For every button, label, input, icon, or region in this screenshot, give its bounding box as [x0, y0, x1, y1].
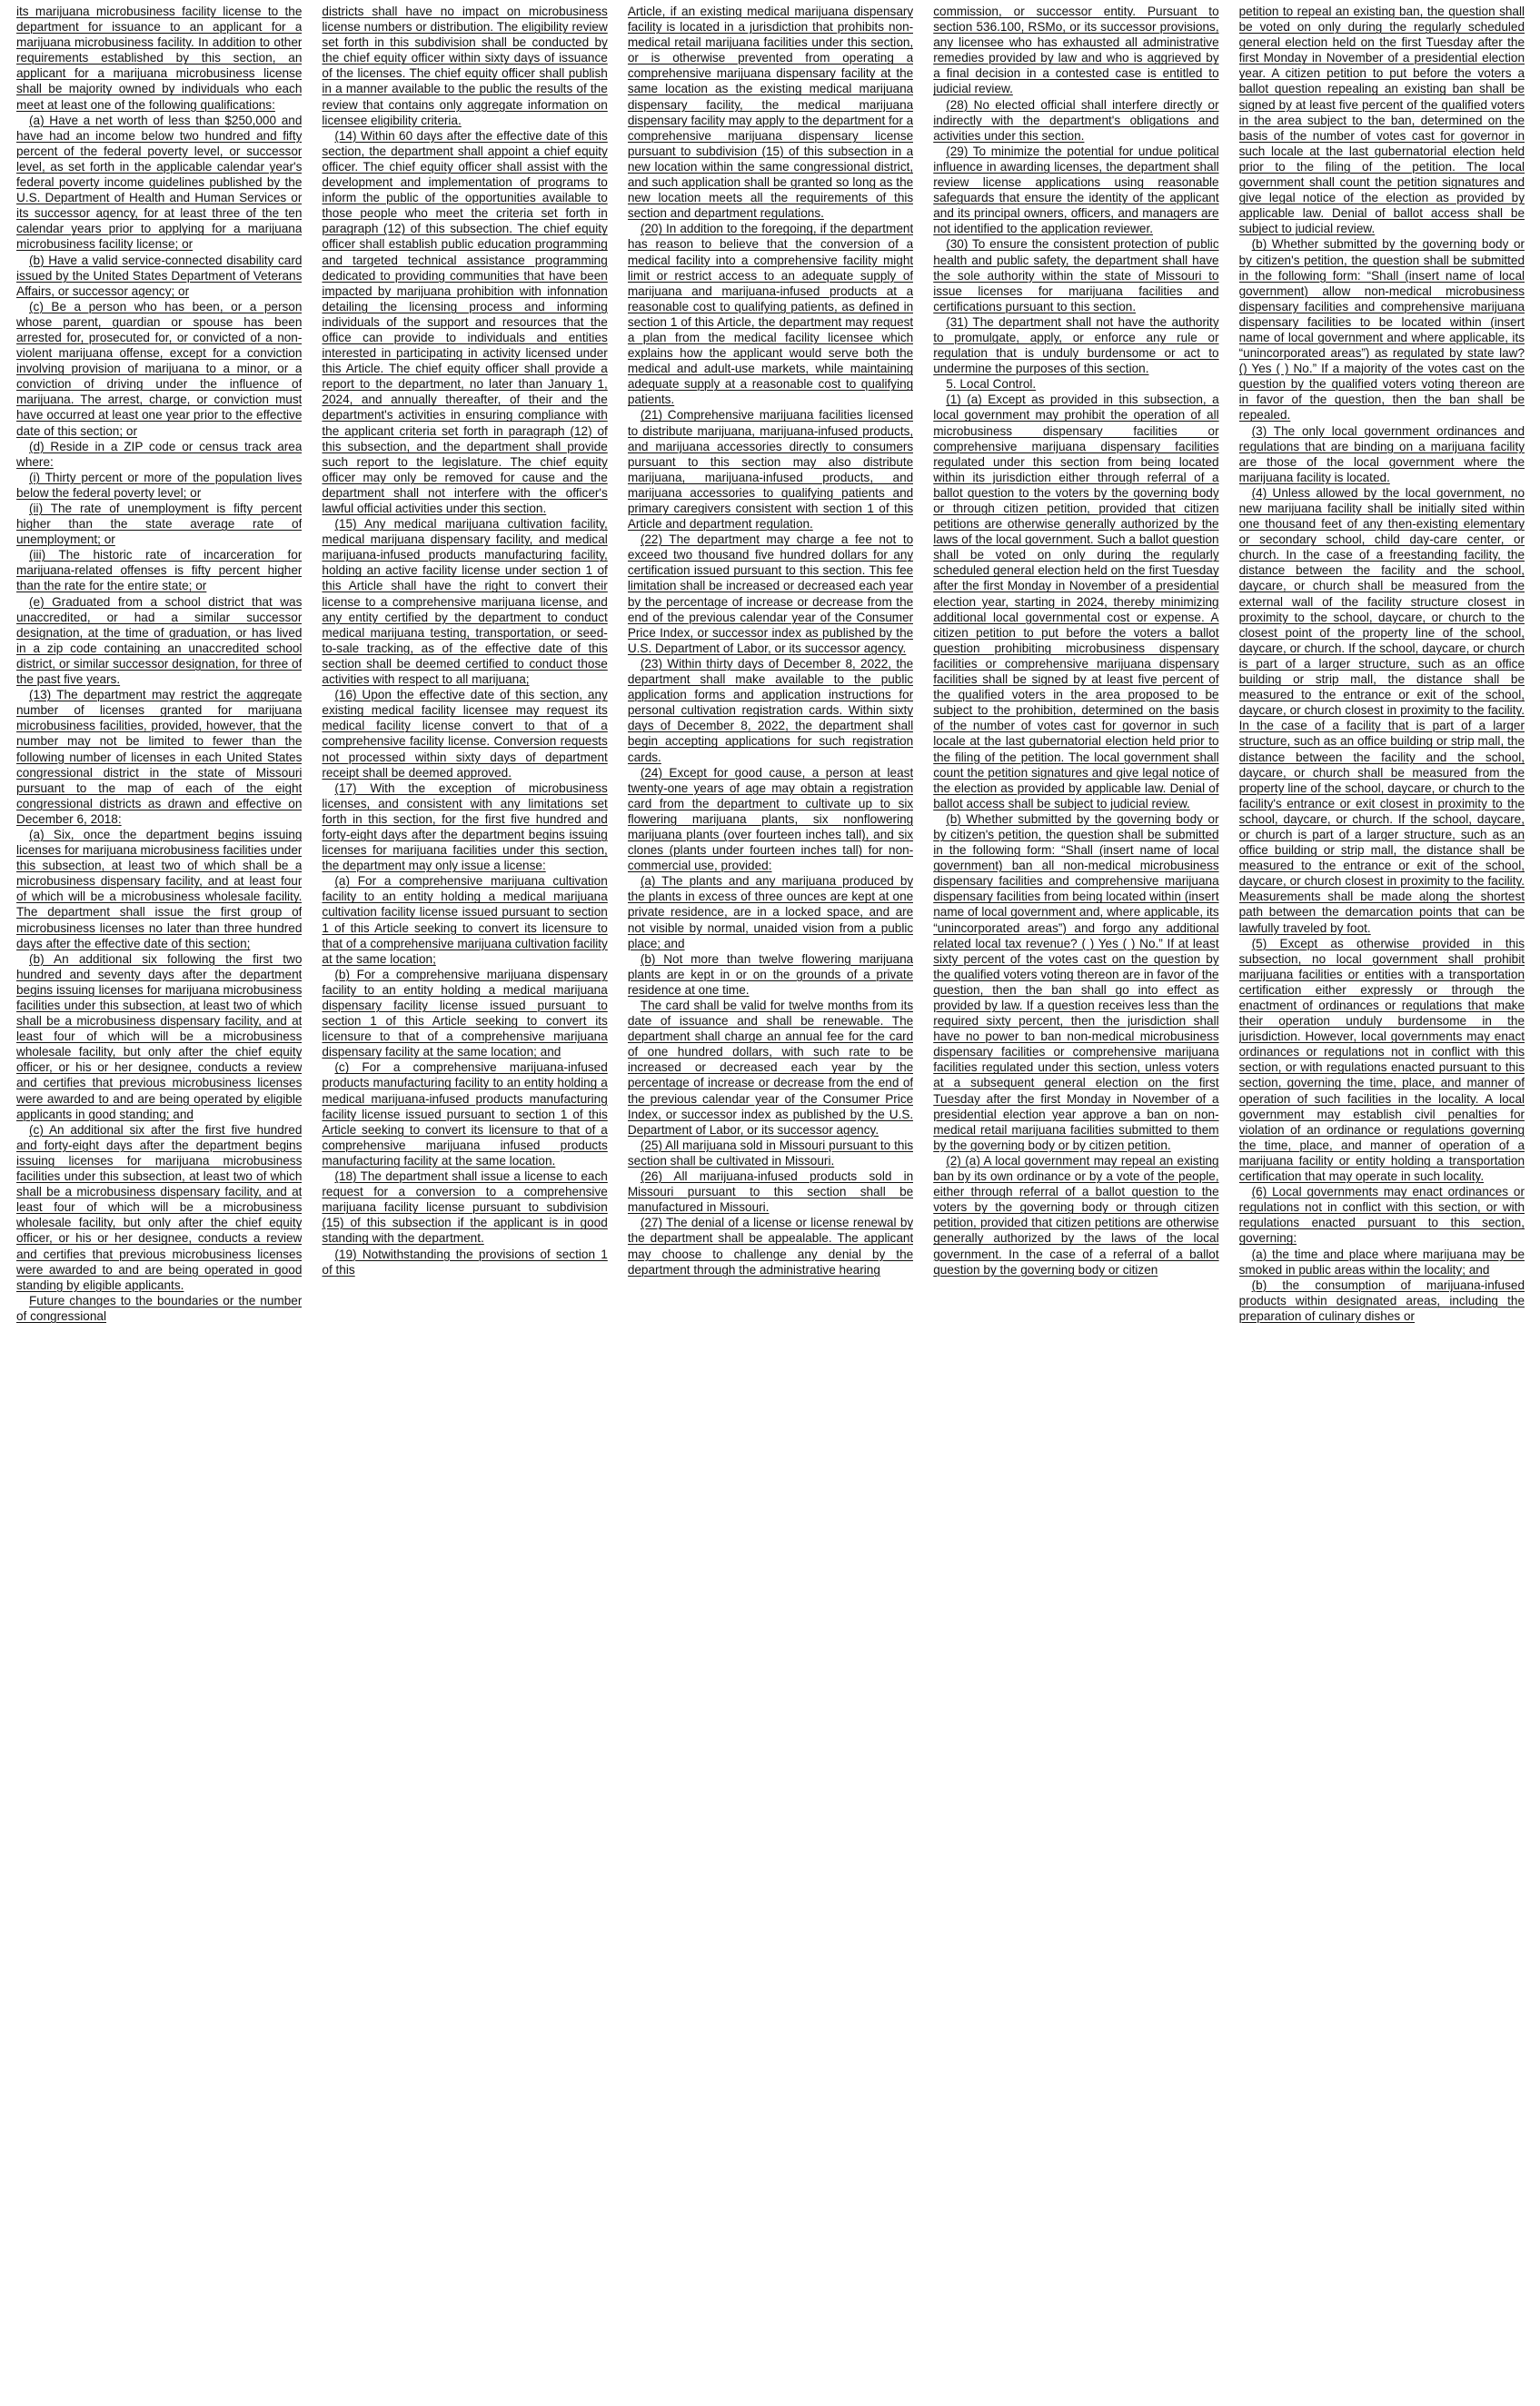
paragraph: (b) Not more than twelve flowering marijuana plants are kept in or on the grounds of a private residence at one time.	[627, 951, 914, 997]
paragraph: (b) Have a valid service-connected disability card issued by the United States Department of Veterans Affairs, or successor agency; or	[16, 253, 303, 298]
document-page	[16, 4, 1525, 2402]
paragraph: (b) Whether submitted by the governing body or by citizen's petition, the question shall be submitted in the following form: “Shall (insert name of local government) ban all non-medical microbusiness dispensary facilities and comprehensive marijuana dispensary facilities from being located within (insert name of local government and, where applicable, its “unincorporated areas”) and forgo any additional related local tax revenue? ( ) Yes ( ) No.” If at least sixty percent of the votes cast on the question by the qualified voters voting thereon are in favor of the question, then the ban shall go into effect as provided by law. If a question receives less than the required sixty percent, then the jurisdiction shall have no power to ban non-medical microbusiness dispensary facilities or comprehensive marijuana facilities regulated under this section, unless voters at a subsequent general election on the first Tuesday after the first Monday in November of a presidential election year approve a ban on non-medical retail marijuana facilities submitted to them by the governing body or by citizen petition.	[933, 811, 1219, 1152]
paragraph: (13) The department may restrict the aggregate number of licenses granted for marijuana microbusiness facilities, provided, however, that the number may not be limited to fewer than the following number of licenses in each United States congressional district in the state of Missouri pursuant to the map of each of the eight congressional districts as drawn and effective on December 6, 2018:	[16, 688, 303, 826]
paragraph: 5. Local Control.	[946, 377, 1037, 392]
paragraph: (b) Whether submitted by the governing body or by citizen's petition, the question shall be submitted in the following form: “Shall (insert name of local government) allow non-medical microbusiness dispensary facilities and comprehensive marijuana dispensary facilities to be located within (insert name of local government and where applicable, its “unincorporated areas”) as regulated by state law? () Yes ( ) No.” If a majority of the votes cast on the question by the qualified voters voting thereon are in favor of the question, then the ban shall be repealed.	[1238, 237, 1525, 423]
paragraph: (30) To ensure the consistent protection of public health and public safety, the department shall have the sole authority within the state of Missouri to issue licenses for marijuana facilities and certifications pursuant to this section.	[933, 237, 1219, 313]
paragraph: (27) The denial of a license or license renewal by the department shall be appealable. The applicant may choose to challenge any denial by the department through the administrative hearing	[627, 1216, 914, 1277]
paragraph: (c) Be a person who has been, or a person whose parent, guardian or spouse has been arrested for, prosecuted for, or convicted of a non-violent marijuana offense, except for a conviction involving provision of marijuana to a minor, or a conviction of driving under the influence of marijuana. The arrest, charge, or conviction must have occurred at least one year prior to the effective date of this section; or	[16, 299, 303, 438]
paragraph: (29) To minimize the potential for undue political influence in awarding licenses, the department shall review license applications using reasonable safeguards that ensure the identity of the applicant and its principal owners, officers, and managers are not identified to the application reviewer.	[933, 144, 1219, 236]
paragraph: Future changes to the boundaries or the number of congressional	[16, 1293, 303, 1323]
paragraph: (21) Comprehensive marijuana facilities licensed to distribute marijuana, marijuana-infused products, and marijuana accessories directly to consumers pursuant to this section may also distribute marijuana, marijuana-infused products, and marijuana accessories to qualifying patients and primary caregivers consistent with section 1 of this Article and department regulation.	[627, 408, 914, 532]
paragraph: (4) Unless allowed by the local government, no new marijuana facility shall be initially sited within one thousand feet of any then-existing elementary or secondary school, child day-care center, or church. In the case of a freestanding facility, the distance between the facility and the school, daycare, or church shall be measured from the external wall of the facility structure closest in proximity to the school, daycare, or church to the closest point of the property line of the school, daycare, or church. If the school, daycare, or church is part of a larger structure, such as an office building or strip mall, the distance shall be measured to the entrance or exit of the school, daycare, or church closest in proximity to the facility. In the case of a facility that is part of a larger structure, such as an office building or strip mall, the distance between the facility and the school, daycare, or church shall be measured from the property line of the school, daycare, or church to the facility's entrance or exit closest in proximity to the school, daycare, or church. If the school, daycare, or church is part of a larger structure, such as an office building or strip mall, the distance shall be measured to the entrance or exit of the school, daycare, or church closest in proximity to the facility. Measurements shall be made along the shortest path between the demarcation points that can be lawfully traveled by foot.	[1238, 485, 1525, 935]
paragraph: its marijuana microbusiness facility license to the department for issuance to an applicant for a marijuana microbusiness facility. In addition to other requirements established by this section, an applicant for a marijuana microbusiness license shall be majority owned by individuals who each meet at least one of the following qualifications:	[16, 5, 303, 112]
paragraph: (19) Notwithstanding the provisions of section 1 of this	[322, 1247, 608, 1277]
paragraph: (i) Thirty percent or more of the population lives below the federal poverty level; or	[16, 470, 303, 500]
paragraph: (28) No elected official shall interfere directly or indirectly with the department's obligations and activities under this section.	[933, 97, 1219, 143]
paragraph: (a) Have a net worth of less than $250,000 and have had an income below two hundred and fifty percent of the federal poverty level, or successor level, as set forth in the applicable calendar year's federal poverty income guidelines published by the U.S. Department of Health and Human Services or its successor agency, for at least three of the ten calendar years prior to applying for a marijuana microbusiness facility license; or	[16, 113, 303, 252]
text-column	[628, 4, 913, 2402]
text-column	[933, 4, 1218, 2402]
paragraph: (c) For a comprehensive marijuana-infused products manufacturing facility to an entity holding a medical marijuana-infused products manufacturing facility license issued pursuant to section 1 of this Article seeking to convert its licensure to that of a comprehensive marijuana infused products manufacturing facility at the same location.	[322, 1060, 608, 1168]
paragraph: (23) Within thirty days of December 8, 2022, the department shall make available to the public application forms and application instructions for personal cultivation registration cards. Within sixty days of December 8, 2022, the department shall begin accepting applications for such registration cards.	[627, 656, 914, 764]
paragraph: (2) (a) A local government may repeal an existing ban by its own ordinance or by a vote of the people, either through referral of a ballot question to the voters by the governing body or through citizen petition, provided that citizen petitions are otherwise generally authorized by the laws of the local government. In the case of a referral of a ballot question by the governing body or citizen	[933, 1153, 1219, 1277]
paragraph: petition to repeal an existing ban, the question shall be voted on only during the regularly scheduled general election held on the first Tuesday after the first Monday in November of a presidential election year. A citizen petition to put before the voters a ballot question repealing an existing ban shall be signed by at least five percent of the qualified voters in the area subject to the ban, determined on the basis of the number of votes cast for governor in such locale at the last gubernatorial election held prior to the filing of the petition. The local government shall count the petition signatures and give legal notice of the election as provided by applicable law. Denial of ballot access shall be subject to judicial review.	[1238, 5, 1525, 236]
paragraph: (a) Six, once the department begins issuing licenses for marijuana microbusiness facilities under this subsection, at least two of which shall be a microbusiness dispensary facility, and at least four of which will be a microbusiness wholesale facility. The department shall issue the first group of microbusiness licenses no later than three hundred days after the effective date of this section;	[16, 827, 303, 950]
paragraph: (6) Local governments may enact ordinances or regulations not in conflict with this section, or with regulations enacted pursuant to this section, governing:	[1238, 1185, 1525, 1246]
text-column	[322, 4, 607, 2402]
paragraph: (31) The department shall not have the authority to promulgate, apply, or enforce any rule or regulation that is unduly burdensome or act to undermine the purposes of this section.	[933, 314, 1219, 376]
paragraph: (14) Within 60 days after the effective date of this section, the department shall appoint a chief equity officer. The chief equity officer shall assist with the development and implementation of programs to inform the public of the opportunities available to those people who meet the criteria set forth in paragraph (12) of this subsection. The chief equity officer shall establish public education programming and targeted technical assistance programming dedicated to providing communities that have been impacted by marijuana prohibition with infonnation detailing the licensing process and informing individuals of the support and resources that the office can provide to individuals and entities interested in participating in activity licensed under this Article. The chief equity officer shall provide a report to the department, no later than January 1, 2024, and annually thereafter, of their and the department's activities in ensuring compliance with the applicant criteria set forth in paragraph (12) of this subsection, and the department shall provide such report to the legislature. The chief equity officer may only be removed for cause and the department shall not interfere with the officer's lawful official activities under this section.	[322, 128, 608, 515]
paragraph: (b) the consumption of marijuana-infused products within designated areas, including the preparation of culinary dishes or	[1238, 1278, 1525, 1323]
paragraph: (c) An additional six after the first five hundred and forty-eight days after the department begins issuing licenses for marijuana microbusiness facilities under this subsection, at least two of which shall be a microbusiness dispensary facility, and at least four of which will be a microbusiness wholesale facility, but only after the chief equity officer, or his or her designee, conducts a review and certifies that previous microbusiness licenses were awarded to and are being operated in good standing by eligible applicants.	[16, 1122, 303, 1292]
paragraph: (ii) The rate of unemployment is fifty percent higher than the state average rate of unemployment; or	[16, 502, 303, 547]
paragraph: (18) The department shall issue a license to each request for a conversion to a comprehensive marijuana facility license pursuant to subdivision (15) of this subsection if the applicant is in good standing with the department.	[322, 1169, 608, 1246]
paragraph: (d) Reside in a ZIP code or census track area where:	[16, 439, 303, 469]
paragraph: (3) The only local government ordinances and regulations that are binding on a marijuana facility are those of the local government where the marijuana facility is located.	[1238, 423, 1525, 484]
paragraph: (a) For a comprehensive marijuana cultivation facility to an entity holding a medical marijuana cultivation facility license issued pursuant to section 1 of this Article seeking to convert its licensure to that of a comprehensive marijuana cultivation facility at the same location;	[322, 874, 608, 966]
text-column	[16, 4, 302, 2402]
paragraph: (b) For a comprehensive marijuana dispensary facility to an entity holding a medical marijuana dispensary facility license issued pursuant to section 1 of this Article seeking to convert its licensure to that of a comprehensive marijuana dispensary facility at the same location; and	[322, 967, 608, 1059]
paragraph: (iii) The historic rate of incarceration for marijuana-related offenses is fifty percent higher than the rate for the entire state; or	[16, 548, 303, 593]
paragraph: (17) With the exception of microbusiness licenses, and consistent with any limitations set forth in this section, for the first five hundred and forty-eight days after the department begins issuing licenses for marijuana facilities under this section, the department may only issue a license:	[322, 780, 608, 873]
paragraph: (a) the time and place where marijuana may be smoked in public areas within the locality; and	[1238, 1247, 1525, 1277]
text-column	[1239, 4, 1525, 2402]
paragraph: districts shall have no impact on microbusiness license numbers or distribution. The eligibility review set forth in this subdivision shall be conducted by the chief equity officer within sixty days of issuance of the licenses. The chief equity officer shall publish in a manner available to the public the results of the review that contains only aggregate information on licensee eligibility criteria.	[322, 5, 608, 127]
paragraph: The card shall be valid for twelve months from its date of issuance and shall be renewable. The department shall charge an annual fee for the card of one hundred dollars, with such rate to be increased or decreased each year by the percentage of increase or decrease from the end of the previous calendar year of the Consumer Price Index, or successor index as published by the U.S. Department of Labor, or its successor agency.	[627, 999, 914, 1137]
paragraph: (1) (a) Except as provided in this subsection, a local government may prohibit the operation of all microbusiness dispensary facilities or comprehensive marijuana dispensary facilities regulated under this section from being located within its jurisdiction either through referral of a ballot question to the voters by the governing body or through citizen petition, provided that citizen petitions are otherwise generally authorized by the laws of the local government. Such a ballot question shall be voted on only during the regularly scheduled general election held on the first Tuesday after the first Monday in November of a presidential election year, starting in 2024, thereby minimizing additional local governmental cost or expense. A citizen petition to put before the voters a ballot question prohibiting microbusiness dispensary facilities or comprehensive marijuana dispensary facilities shall be signed by at least five percent of the qualified voters in the area proposed to be subject to the prohibition, determined on the basis of the number of votes cast for governor in such locale at the last gubernatorial election held prior to the filing of the petition. The local government shall count the petition signatures and give legal notice of the election as provided by applicable law. Denial of ballot access shall be subject to judicial review.	[933, 393, 1219, 810]
paragraph: Article, if an existing medical marijuana dispensary facility is located in a jurisdiction that prohibits non-medical retail marijuana facilities under this section, or is otherwise prevented from operating a comprehensive marijuana dispensary facility at the same location as the existing medical marijuana dispensary facility, the medical marijuana dispensary facility may apply to the department for a comprehensive marijuana dispensary license pursuant to subdivision (15) of this subsection in a new location within the same congressional district, and such application shall be granted so long as the new location meets all the requirements of this section and department regulations.	[627, 5, 914, 221]
paragraph: (26) All marijuana-infused products sold in Missouri pursuant to this section shall be manufactured in Missouri.	[627, 1169, 914, 1215]
paragraph: (22) The department may charge a fee not to exceed two thousand five hundred dollars for any certification issued pursuant to this section. This fee limitation shall be increased or decreased each year by the percentage of increase or decrease from the end of the previous calendar year of the Consumer Price Index, or successor index as published by the U.S. Department of Labor, or its successor agency.	[627, 532, 914, 655]
paragraph: (e) Graduated from a school district that was unaccredited, or had a similar successor designation, at the time of graduation, or has lived in a zip code containing an unaccredited school district, or similar successor designation, for three of the past five years.	[16, 594, 303, 687]
paragraph: (b) An additional six following the first two hundred and seventy days after the department begins issuing licenses for marijuana microbusiness facilities under this subsection, at least two of which shall be a microbusiness dispensary facility, and at least four of which will be a microbusiness wholesale facility, but only after the chief equity officer, or his or her designee, conducts a review and certifies that previous microbusiness licenses were awarded to and are being operated by eligible applicants in good standing; and	[16, 951, 303, 1121]
paragraph: (a) The plants and any marijuana produced by the plants in excess of three ounces are kept at one private residence, are in a locked space, and are not visible by normal, unaided vision from a public place; and	[627, 874, 914, 950]
paragraph: (16) Upon the effective date of this section, any existing medical facility licensee may request its medical facility license convert to that of a comprehensive facility license. Conversion requests not processed within sixty days of department receipt shall be deemed approved.	[322, 688, 608, 780]
paragraph: (15) Any medical marijuana cultivation facility, medical marijuana dispensary facility, and medical marijuana-infused products manufacturing facility, holding an active facility license under section 1 of this Article shall have the right to convert their license to a comprehensive marijuana license, and any entity certified by the department to conduct medical marijuana testing, transportation, or seed-to-sale tracking, as of the effective date of this section shall be deemed certified to conduct those activities with respect to all marijuana;	[322, 517, 608, 687]
paragraph: (25) All marijuana sold in Missouri pursuant to this section shall be cultivated in Missouri.	[627, 1138, 914, 1168]
paragraph: commission, or successor entity. Pursuant to section 536.100, RSMo, or its successor provisions, any licensee who has exhausted all administrative remedies provided by law and who is aggrieved by a final decision in a contested case is entitled to judicial review.	[933, 5, 1219, 96]
paragraph: (5) Except as otherwise provided in this subsection, no local government shall prohibit marijuana facilities or entities with a transportation certification either expressly or through the enactment of ordinances or regulations that make their operation unduly burdensome in the jurisdiction. However, local governments may enact ordinances or regulations not in conflict with this section, or with regulations enacted pursuant to this section, governing the time, place, and manner of operation of such facilities in the locality. A local government may establish civil penalties for violation of an ordinance or regulations governing the time, place, and manner of operation of a marijuana facility or entity holding a transportation certification that may operate in such locality.	[1238, 936, 1525, 1184]
paragraph: (20) In addition to the foregoing, if the department has reason to believe that the conversion of a medical facility into a comprehensive facility might limit or restrict access to an adequate supply of marijuana and marijuana-infused products at a reasonable cost to qualifying patients, as defined in section 1 of this Article, the department may request a plan from the medical facility licensee which explains how the applicant would serve both the medical and adult-use markets, while maintaining adequate supply at a reasonable cost to qualifying patients.	[627, 222, 914, 407]
paragraph: (24) Except for good cause, a person at least twenty-one years of age may obtain a registration card from the department to cultivate up to six flowering marijuana plants, six nonflowering marijuana plants (over fourteen inches tall), and six clones (plants under fourteen inches tall) for non-commercial use, provided:	[627, 765, 914, 873]
